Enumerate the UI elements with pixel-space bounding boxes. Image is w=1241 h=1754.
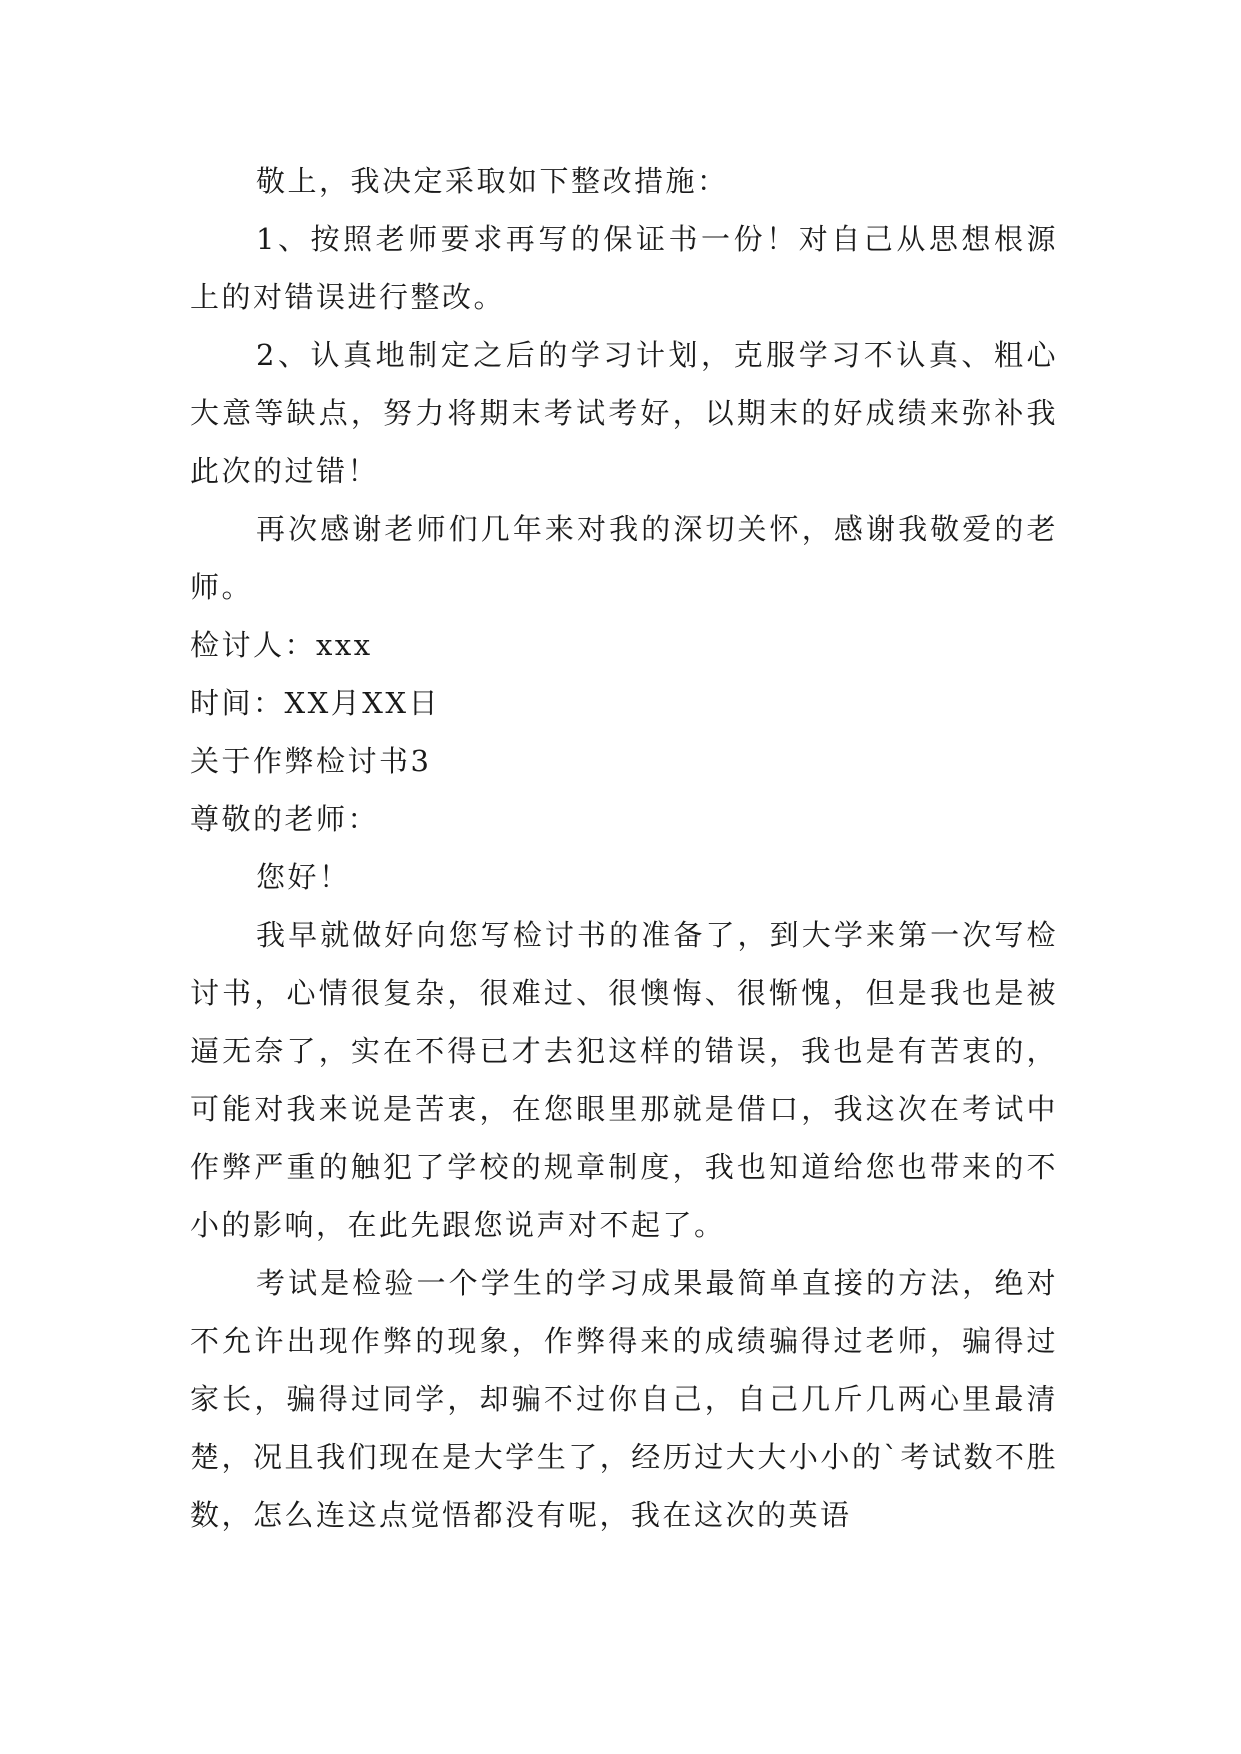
paragraph-thanks: 再次感谢老师们几年来对我的深切关怀，感谢我敬爱的老师。	[190, 512, 1058, 604]
document-body	[190, 152, 1058, 1544]
paragraph-body-2: 考试是检验一个学生的学习成果最简单直接的方法，绝对不允许出现作弊的现象，作弊得来的成绩骗得过老师，骗得过家长，骗得过同学，却骗不过你自己，自己几斤几两心里最清楚，况且我们现在是大学生了，经历过大大小小的`考试数不胜数，怎么连这点觉悟都没有呢，我在这次的英语	[190, 1266, 1058, 1532]
paragraph-measures-intro: 敬上，我决定采取如下整改措施：	[256, 164, 729, 198]
date-line: 时间：XX月XX日	[190, 686, 441, 720]
salutation: 尊敬的老师：	[190, 802, 380, 836]
signer-line: 检讨人：xxx	[190, 628, 373, 662]
paragraph-body-1: 我早就做好向您写检讨书的准备了，到大学来第一次写检讨书，心情很复杂，很难过、很懊悔、很惭愧，但是我也是被逼无奈了，实在不得已才去犯这样的错误，我也是有苦衷的，可能对我来说是苦衷，在您眼里那就是借口，我这次在考试中作弊严重的触犯了学校的规章制度，我也知道给您也带来的不小的影响，在此先跟您说声对不起了。	[190, 918, 1058, 1242]
paragraph-measure-2: 2、认真地制定之后的学习计划，克服学习不认真、粗心大意等缺点，努力将期末考试考好，以期末的好成绩来弥补我此次的过错！	[190, 338, 1058, 488]
section-title: 关于作弊检讨书3	[190, 744, 432, 778]
greeting: 您好！	[256, 860, 351, 894]
paragraph-measure-1: 1、按照老师要求再写的保证书一份！对自己从思想根源上的对错误进行整改。	[190, 222, 1058, 314]
